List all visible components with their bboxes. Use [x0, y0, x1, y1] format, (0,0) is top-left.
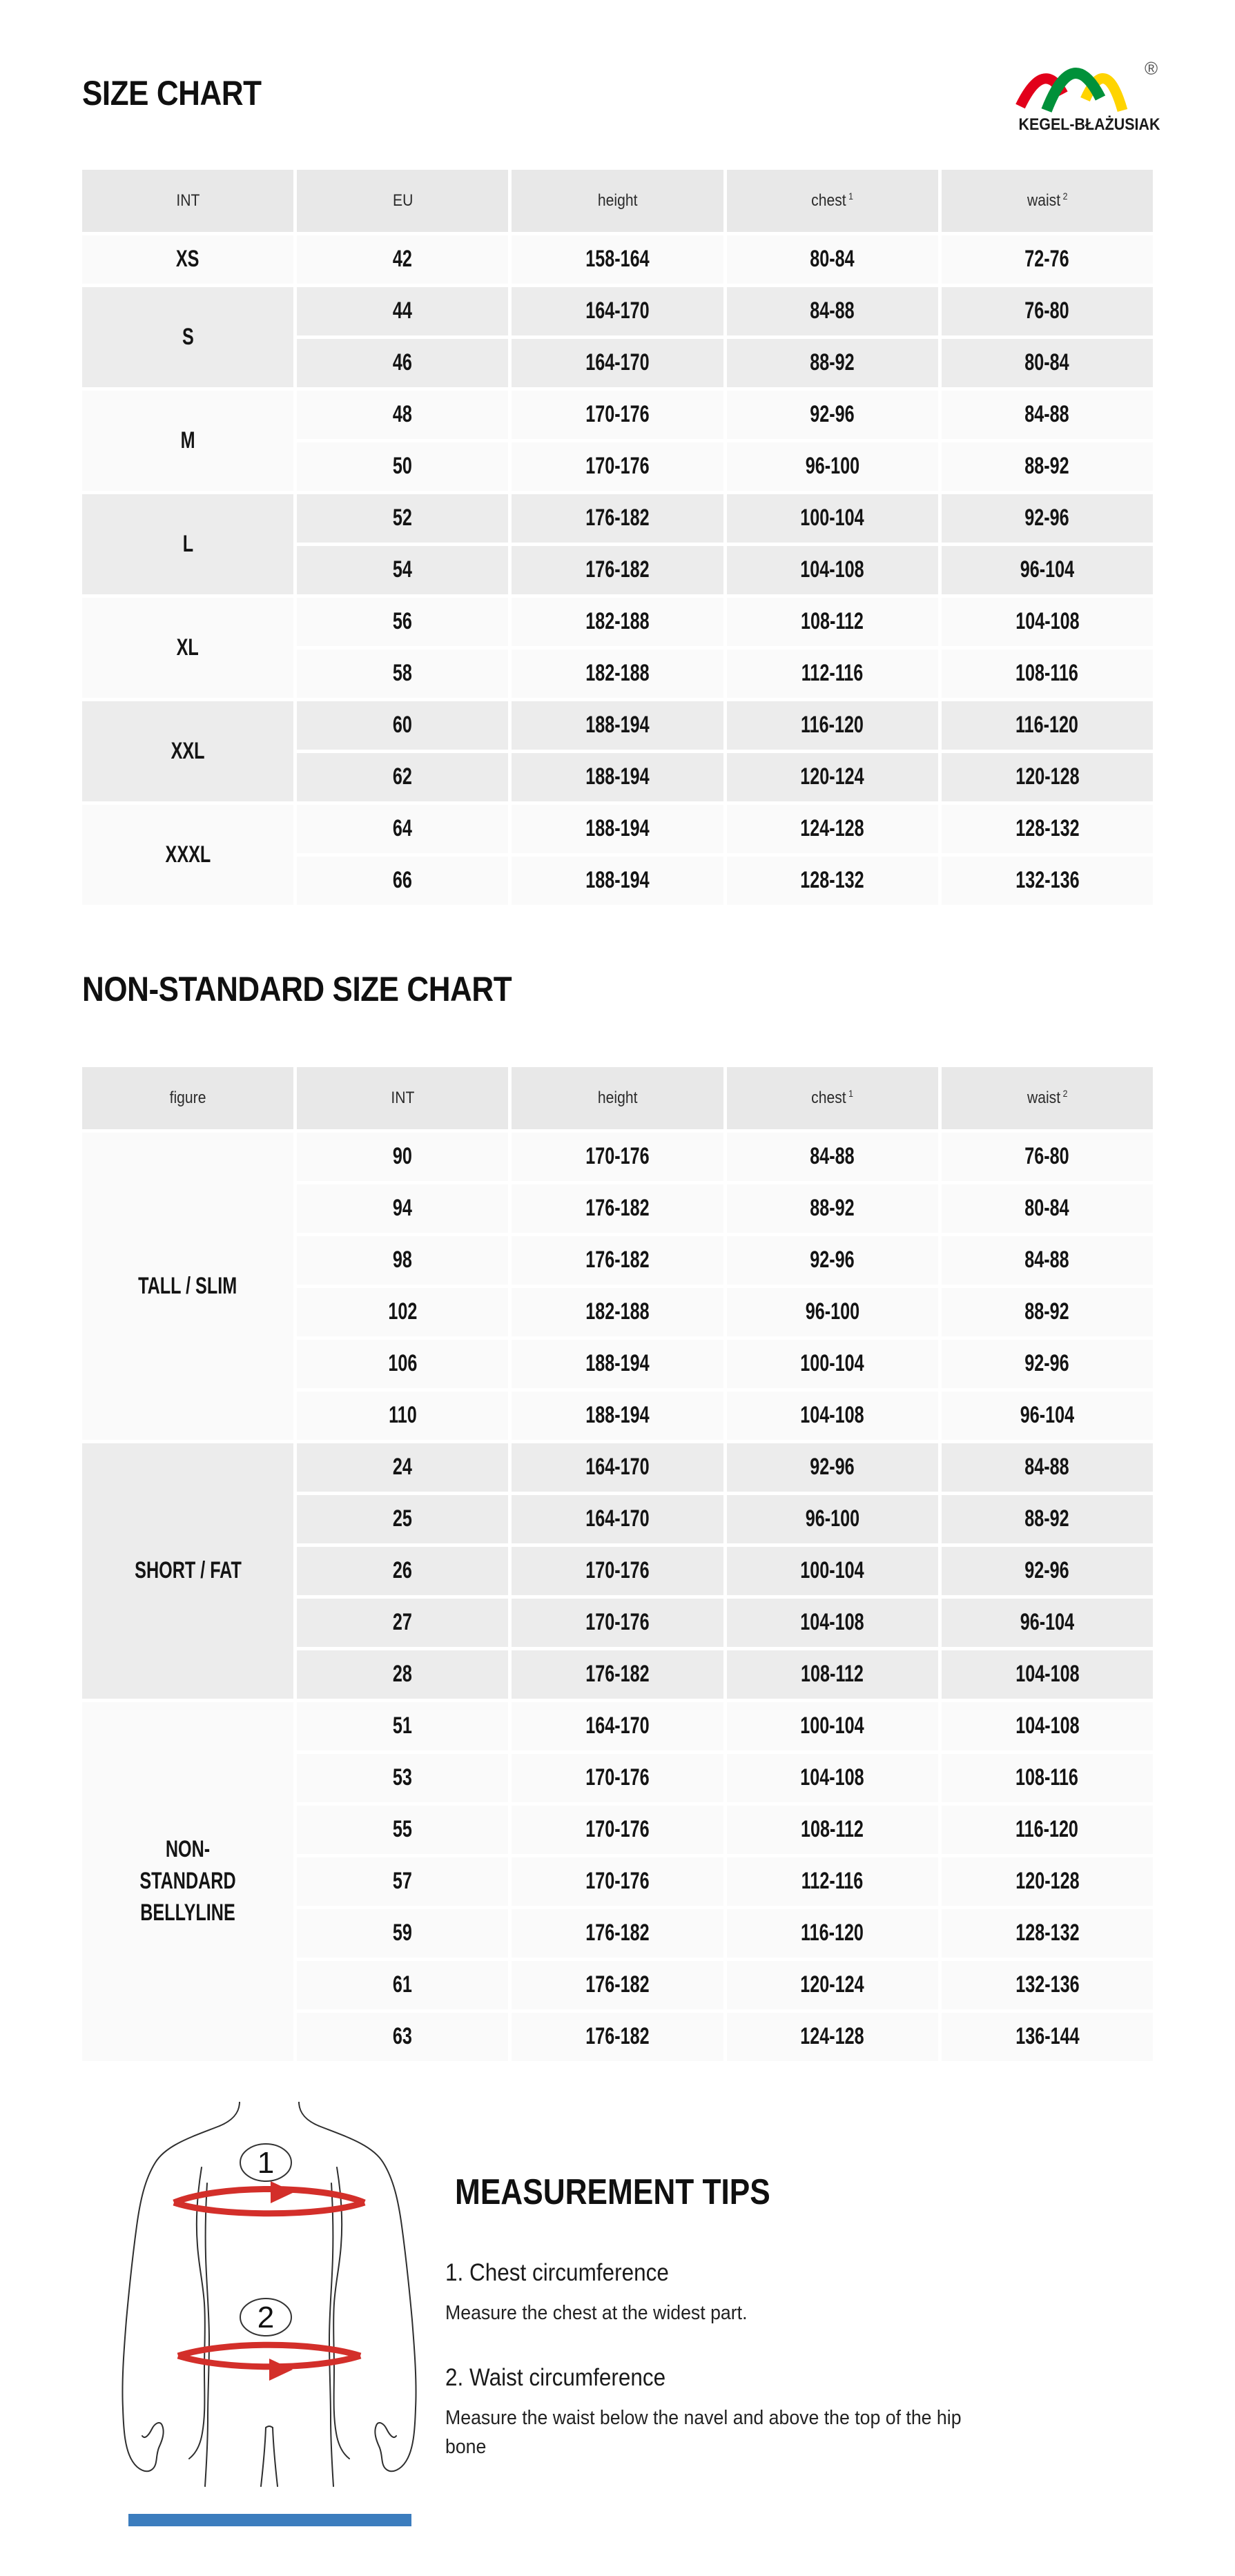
- table-cell: 110: [297, 1392, 508, 1440]
- table-cell: 96-100: [727, 1288, 938, 1336]
- table-cell: 100-104: [727, 1547, 938, 1595]
- waist-marker-number: 2: [257, 2301, 275, 2334]
- tip-waist-heading: 2. Waist circumference: [445, 2364, 666, 2392]
- logo-text: KEGEL-BŁAŻUSIAK: [1018, 115, 1161, 134]
- table-cell: 176-182: [512, 2013, 723, 2061]
- table-cell: 132-136: [942, 1961, 1153, 2009]
- column-header: height: [512, 170, 723, 232]
- table-cell: 170-176: [512, 1806, 723, 1854]
- table-cell: 188-194: [512, 857, 723, 905]
- table-cell: 52: [297, 494, 508, 543]
- table-cell: 120-128: [942, 1857, 1153, 1906]
- group-label-cell: XXL: [82, 701, 293, 801]
- non-standard-size-chart-title: NON-STANDARD SIZE CHART: [82, 970, 512, 1008]
- table-cell: 104-108: [942, 1702, 1153, 1750]
- table-cell: 80-84: [942, 339, 1153, 387]
- table-cell: 100-104: [727, 494, 938, 543]
- waist-band-arrow: [269, 2359, 293, 2381]
- table-cell: 62: [297, 753, 508, 801]
- measurement-tips-title: MEASUREMENT TIPS: [455, 2172, 770, 2212]
- group-label-cell: L: [82, 494, 293, 594]
- table-cell: 96-104: [942, 1392, 1153, 1440]
- group-label-cell: NON-STANDARD BELLYLINE: [82, 1702, 293, 2061]
- table-cell: 170-176: [512, 1547, 723, 1595]
- table-cell: 176-182: [512, 1909, 723, 1958]
- table-cell: 104-108: [727, 546, 938, 594]
- table-cell: 104-108: [942, 598, 1153, 646]
- table-cell: 55: [297, 1806, 508, 1854]
- table-cell: 42: [297, 235, 508, 284]
- table-cell: 28: [297, 1650, 508, 1699]
- table-cell: 170-176: [512, 1133, 723, 1181]
- table-cell: 92-96: [727, 391, 938, 439]
- table-cell: 188-194: [512, 753, 723, 801]
- table-cell: 24: [297, 1443, 508, 1492]
- table-cell: 120-124: [727, 753, 938, 801]
- table-cell: 106: [297, 1340, 508, 1388]
- table-cell: 164-170: [512, 1495, 723, 1543]
- table-cell: 96-104: [942, 1599, 1153, 1647]
- table-cell: 92-96: [942, 1547, 1153, 1595]
- table-cell: 120-128: [942, 753, 1153, 801]
- table-cell: 90: [297, 1133, 508, 1181]
- table-cell: 164-170: [512, 287, 723, 335]
- measurement-tips: [445, 2174, 1067, 2461]
- table-cell: 46: [297, 339, 508, 387]
- table-cell: 48: [297, 391, 508, 439]
- table-cell: 88-92: [942, 442, 1153, 491]
- column-header: EU: [297, 170, 508, 232]
- chest-band-arrow: [271, 2181, 294, 2203]
- body-figure: [97, 2102, 442, 2488]
- table-cell: 72-76: [942, 235, 1153, 284]
- table-cell: 164-170: [512, 1443, 723, 1492]
- table-cell: 176-182: [512, 1236, 723, 1285]
- table-cell: 88-92: [942, 1495, 1153, 1543]
- table-cell: 88-92: [727, 1184, 938, 1233]
- column-header: chest $^1$: [727, 1067, 938, 1129]
- table-cell: 176-182: [512, 494, 723, 543]
- table-cell: 66: [297, 857, 508, 905]
- table-cell: 124-128: [727, 805, 938, 853]
- table-cell: 76-80: [942, 287, 1153, 335]
- table-cell: 188-194: [512, 1392, 723, 1440]
- table-cell: 60: [297, 701, 508, 750]
- table-cell: 25: [297, 1495, 508, 1543]
- table-cell: 188-194: [512, 701, 723, 750]
- table-cell: 92-96: [727, 1443, 938, 1492]
- table-cell: 84-88: [942, 1236, 1153, 1285]
- tip-chest-heading: 1. Chest circumference: [445, 2259, 669, 2286]
- table-cell: 92-96: [942, 1340, 1153, 1388]
- table-cell: 96-104: [942, 546, 1153, 594]
- table-cell: 112-116: [727, 650, 938, 698]
- group-label-cell: XS: [82, 235, 293, 284]
- table-cell: 128-132: [942, 1909, 1153, 1958]
- table-cell: 102: [297, 1288, 508, 1336]
- table-cell: 94: [297, 1184, 508, 1233]
- table-cell: 108-112: [727, 1650, 938, 1699]
- table-cell: 124-128: [727, 2013, 938, 2061]
- table-cell: 104-108: [727, 1392, 938, 1440]
- table-cell: 76-80: [942, 1133, 1153, 1181]
- size-chart-table: [82, 170, 1153, 905]
- table-cell: 50: [297, 442, 508, 491]
- table-cell: 51: [297, 1702, 508, 1750]
- table-cell: 63: [297, 2013, 508, 2061]
- table-cell: 58: [297, 650, 508, 698]
- table-cell: 158-164: [512, 235, 723, 284]
- table-cell: 88-92: [727, 339, 938, 387]
- column-header: chest $^1$: [727, 170, 938, 232]
- table-cell: 136-144: [942, 2013, 1153, 2061]
- table-cell: 116-120: [727, 1909, 938, 1958]
- table-cell: 128-132: [942, 805, 1153, 853]
- registered-mark: ®: [1145, 58, 1158, 79]
- column-header: figure: [82, 1067, 293, 1129]
- table-cell: 100-104: [727, 1340, 938, 1388]
- group-label-cell: SHORT / FAT: [82, 1443, 293, 1699]
- brand-logo: [1013, 54, 1165, 137]
- table-cell: 56: [297, 598, 508, 646]
- table-cell: 108-116: [942, 650, 1153, 698]
- table-cell: 53: [297, 1754, 508, 1802]
- table-cell: 104-108: [727, 1754, 938, 1802]
- table-cell: 84-88: [942, 1443, 1153, 1492]
- table-cell: 170-176: [512, 1599, 723, 1647]
- table-cell: 176-182: [512, 1184, 723, 1233]
- table-cell: 188-194: [512, 805, 723, 853]
- table-cell: 182-188: [512, 650, 723, 698]
- table-cell: 188-194: [512, 1340, 723, 1388]
- table-cell: 170-176: [512, 1754, 723, 1802]
- column-header: INT: [82, 170, 293, 232]
- table-cell: 176-182: [512, 1650, 723, 1699]
- table-cell: 80-84: [727, 235, 938, 284]
- group-label-cell: XXXL: [82, 805, 293, 905]
- table-cell: 116-120: [942, 1806, 1153, 1854]
- table-cell: 112-116: [727, 1857, 938, 1906]
- table-cell: 132-136: [942, 857, 1153, 905]
- table-cell: 108-116: [942, 1754, 1153, 1802]
- column-header: waist $^2$: [942, 170, 1153, 232]
- group-label-cell: XL: [82, 598, 293, 698]
- non-standard-size-chart-table: [82, 1067, 1153, 2061]
- table-cell: 108-112: [727, 598, 938, 646]
- table-cell: 182-188: [512, 598, 723, 646]
- table-cell: 61: [297, 1961, 508, 2009]
- group-label-cell: S: [82, 287, 293, 387]
- table-cell: 92-96: [942, 494, 1153, 543]
- table-cell: 96-100: [727, 1495, 938, 1543]
- table-cell: 164-170: [512, 339, 723, 387]
- table-cell: 26: [297, 1547, 508, 1595]
- figure-underline-bar: [128, 2514, 411, 2526]
- table-cell: 170-176: [512, 1857, 723, 1906]
- table-cell: 120-124: [727, 1961, 938, 2009]
- table-cell: 170-176: [512, 442, 723, 491]
- table-cell: 182-188: [512, 1288, 723, 1336]
- group-label-cell: TALL / SLIM: [82, 1133, 293, 1440]
- table-cell: 57: [297, 1857, 508, 1906]
- table-cell: 64: [297, 805, 508, 853]
- table-cell: 80-84: [942, 1184, 1153, 1233]
- table-cell: 104-108: [727, 1599, 938, 1647]
- table-cell: 170-176: [512, 391, 723, 439]
- table-cell: 98: [297, 1236, 508, 1285]
- table-cell: 84-88: [727, 1133, 938, 1181]
- tip-chest-text: Measure the chest at the widest part.: [445, 2302, 748, 2324]
- table-cell: 92-96: [727, 1236, 938, 1285]
- table-cell: 59: [297, 1909, 508, 1958]
- table-cell: 164-170: [512, 1702, 723, 1750]
- table-cell: 104-108: [942, 1650, 1153, 1699]
- table-cell: 176-182: [512, 1961, 723, 2009]
- table-cell: 116-120: [727, 701, 938, 750]
- table-cell: 116-120: [942, 701, 1153, 750]
- chest-marker-number: 1: [257, 2146, 275, 2180]
- column-header: waist $^2$: [942, 1067, 1153, 1129]
- group-label-cell: M: [82, 391, 293, 491]
- table-cell: 88-92: [942, 1288, 1153, 1336]
- table-cell: 96-100: [727, 442, 938, 491]
- column-header: height: [512, 1067, 723, 1129]
- table-cell: 176-182: [512, 546, 723, 594]
- table-cell: 27: [297, 1599, 508, 1647]
- tip-waist-text: Measure the waist below the navel and above the top of the hip bone: [445, 2407, 962, 2459]
- table-cell: 84-88: [942, 391, 1153, 439]
- chest-measure-band: [174, 2189, 364, 2214]
- table-cell: 84-88: [727, 287, 938, 335]
- table-cell: 54: [297, 546, 508, 594]
- table-cell: 128-132: [727, 857, 938, 905]
- table-cell: 100-104: [727, 1702, 938, 1750]
- table-cell: 44: [297, 287, 508, 335]
- column-header: INT: [297, 1067, 508, 1129]
- size-chart-title: SIZE CHART: [82, 74, 262, 113]
- table-cell: 108-112: [727, 1806, 938, 1854]
